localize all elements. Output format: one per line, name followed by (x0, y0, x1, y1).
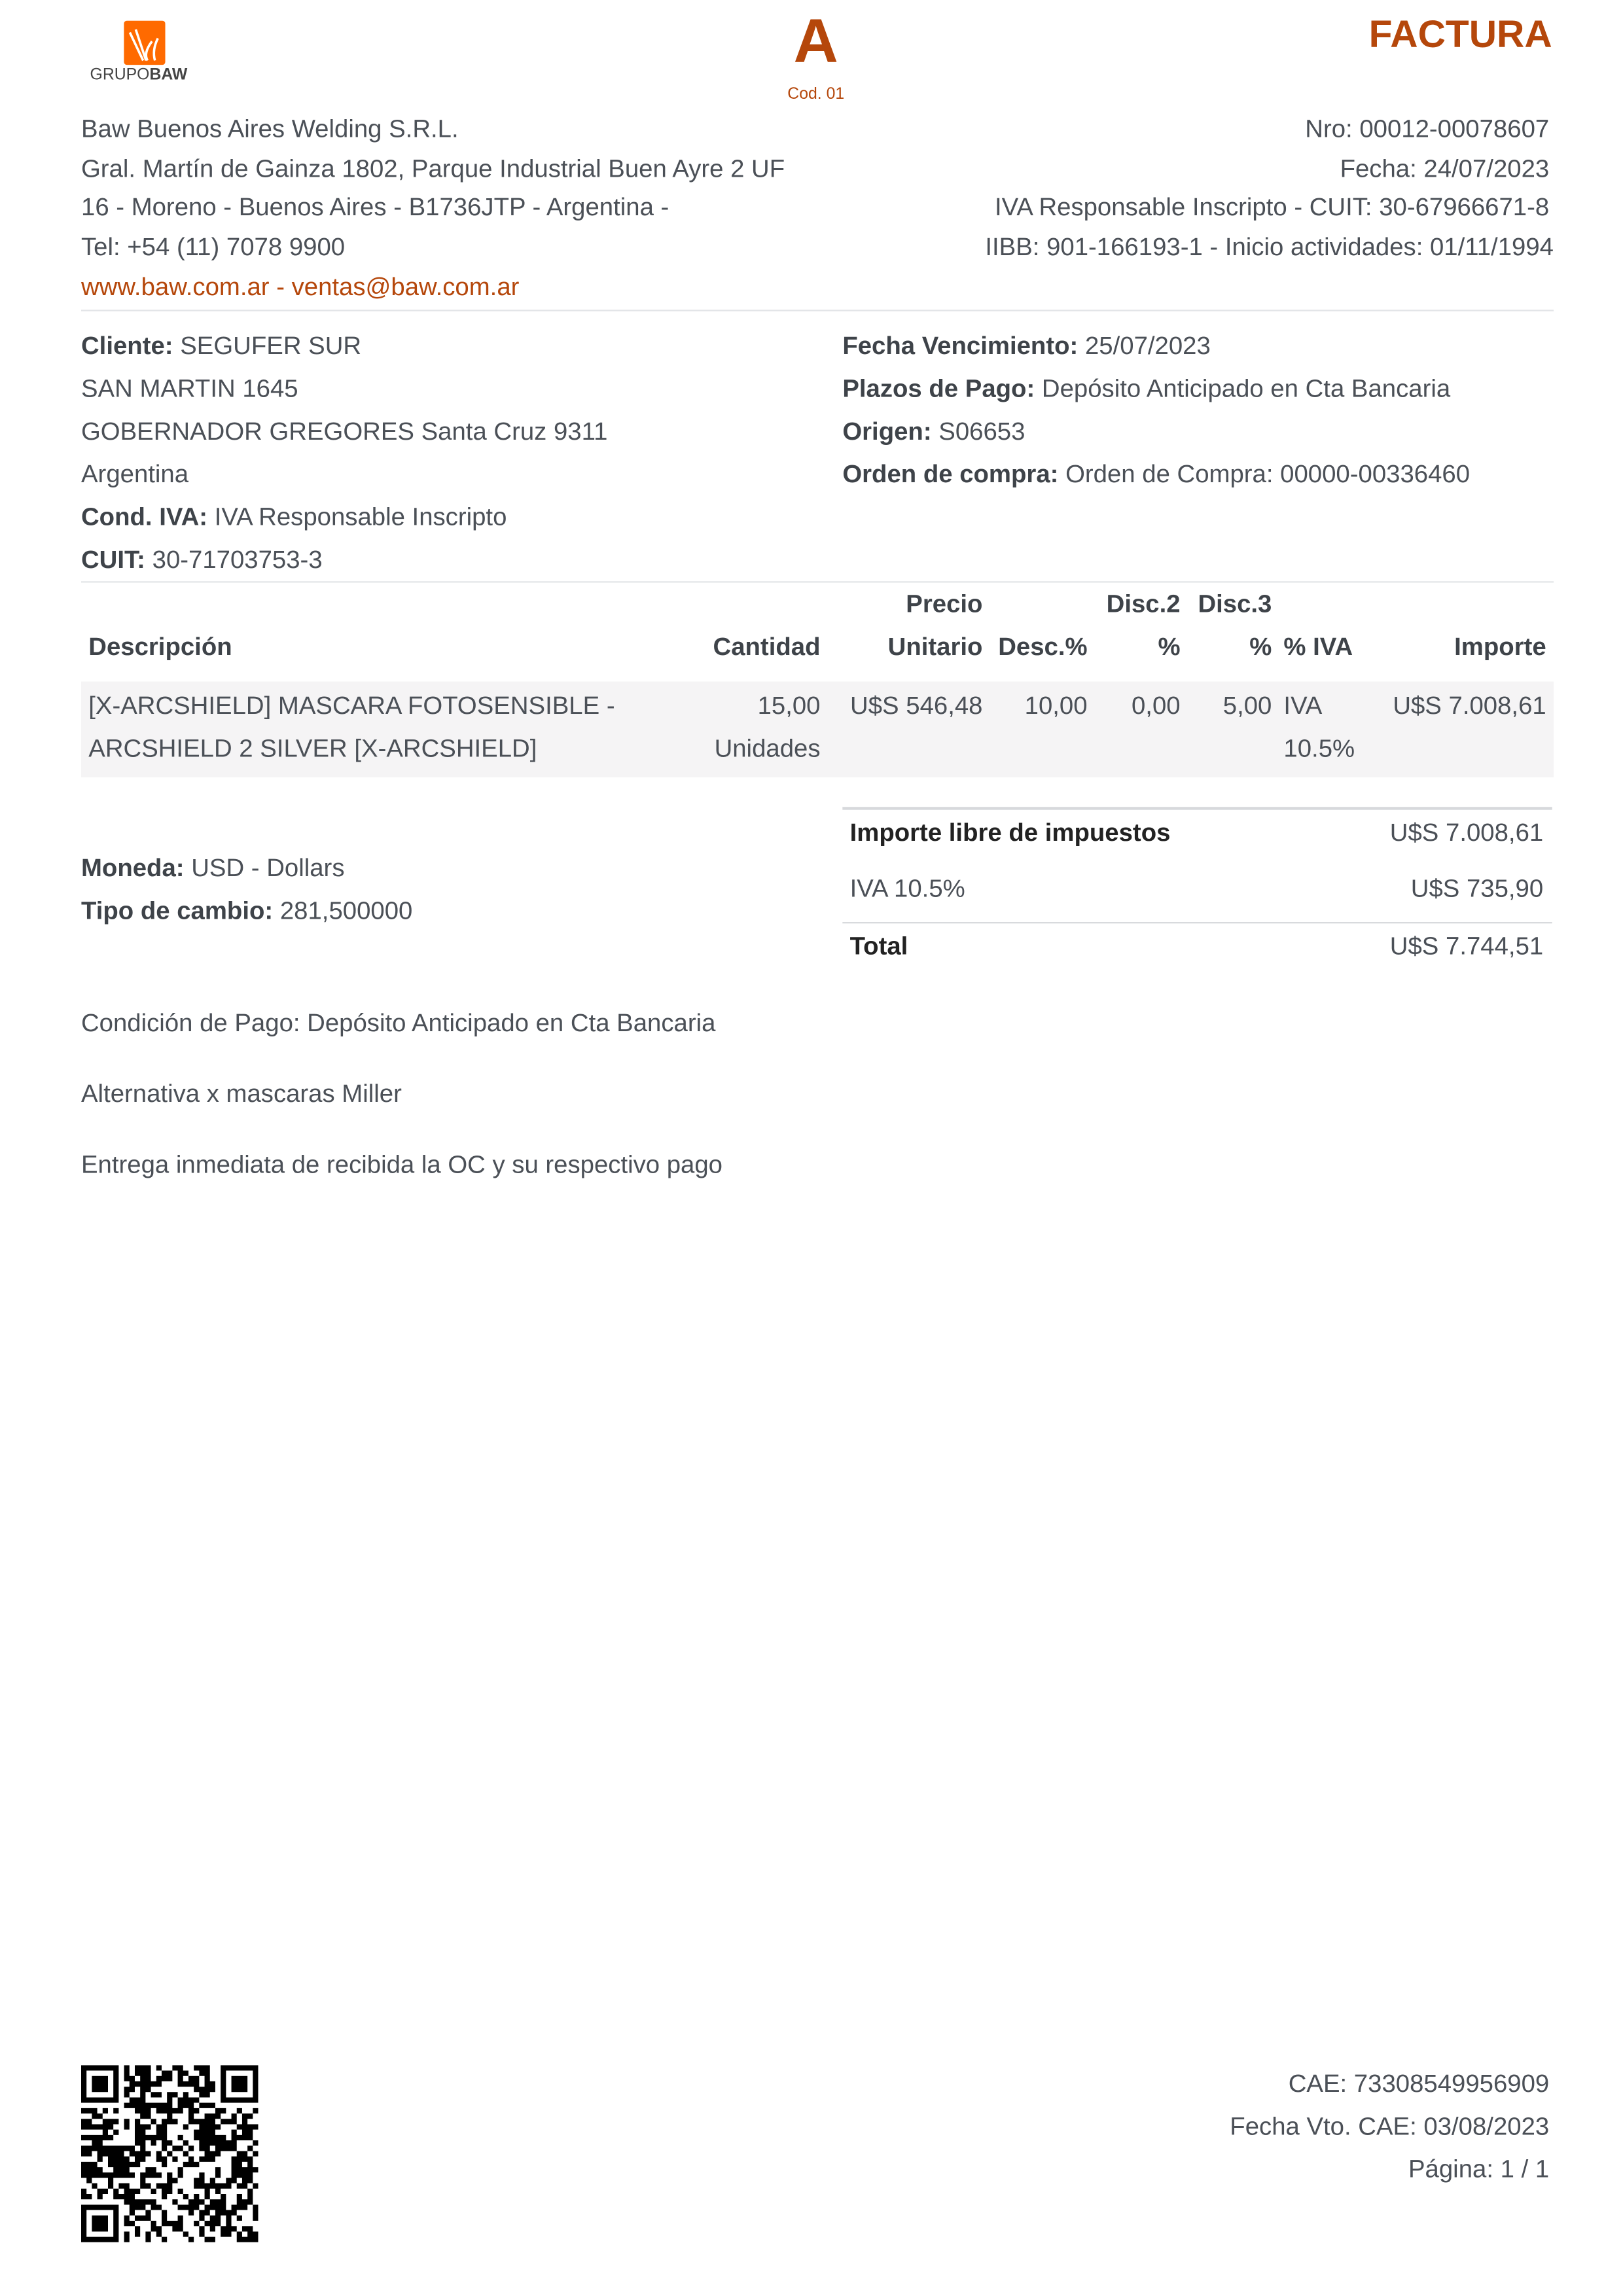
company-iibb: IIBB: 901-166193-1 - Inicio actividades: 01/11/1994 (985, 233, 1554, 262)
client-iva: Cond. IVA: IVA Responsable Inscripto (80, 503, 507, 531)
purchase-order: Orden de compra: Orden de Compra: 00000-00336460 (842, 460, 1471, 489)
total-label: Total (849, 932, 908, 961)
col-amount: Importe (1454, 633, 1546, 662)
item-discount: 10,00 (1024, 692, 1088, 720)
invoice-letter: A (793, 6, 838, 75)
item-quantity: 15,00 (757, 692, 821, 720)
col-price-2: Unitario (887, 633, 983, 662)
due-date: Fecha Vencimiento: 25/07/2023 (842, 332, 1211, 361)
col-disc3: Disc.3 (1198, 590, 1272, 618)
item-price: U$S 546,48 (850, 692, 983, 720)
item-description-2: ARCSHIELD 2 SILVER [X-ARCSHIELD] (88, 734, 537, 763)
item-amount: U$S 7.008,61 (1393, 692, 1546, 720)
invoice-number: Nro: 00012-00078607 (1305, 115, 1550, 143)
client-name: Cliente: SEGUFER SUR (80, 332, 362, 361)
company-name: Baw Buenos Aires Welding S.R.L. (80, 115, 459, 143)
item-description: [X-ARCSHIELD] MASCARA FOTOSENSIBLE - (88, 692, 615, 720)
col-quantity: Cantidad (713, 633, 821, 662)
logo-text-bold: BAW (149, 66, 188, 84)
subtotal-label: Importe libre de impuestos (849, 819, 1171, 847)
invoice-date: Fecha: 24/07/2023 (1340, 154, 1550, 183)
subtotal-value: U$S 7.008,61 (1389, 819, 1544, 847)
company-tax-id: IVA Responsable Inscripto - CUIT: 30-67966671-8 (994, 194, 1550, 222)
note-delivery: Entrega inmediata de recibida la OC y su respectivo pago (80, 1150, 723, 1179)
cae-due-date: Fecha Vto. CAE: 03/08/2023 (1230, 2112, 1550, 2141)
divider (81, 309, 1554, 311)
tax-label: IVA 10.5% (849, 874, 965, 903)
qr-code (81, 2065, 259, 2242)
doc-type-title: FACTURA (1368, 12, 1552, 56)
client-cuit: CUIT: 30-71703753-3 (80, 546, 323, 574)
client-city: GOBERNADOR GREGORES Santa Cruz 9311 (80, 417, 608, 446)
client-country: Argentina (80, 460, 189, 489)
origin: Origen: S06653 (842, 417, 1026, 446)
col-description: Descripción (88, 633, 232, 662)
page-number: Página: 1 / 1 (1408, 2155, 1550, 2183)
payment-terms: Plazos de Pago: Depósito Anticipado en Cta Bancaria (842, 374, 1451, 403)
company-address: Gral. Martín de Gainza 1802, Parque Industrial Buen Ayre 2 UF (80, 154, 785, 183)
currency: Moneda: USD - Dollars (80, 854, 345, 883)
col-iva: % IVA (1283, 633, 1353, 662)
exchange-rate: Tipo de cambio: 281,500000 (80, 896, 413, 925)
invoice-code: Cod. 01 (787, 85, 845, 103)
item-iva: IVA (1283, 692, 1323, 720)
col-price: Precio (906, 590, 983, 618)
total-value: U$S 7.744,51 (1389, 932, 1544, 961)
note-payment: Condición de Pago: Depósito Anticipado en Cta Bancaria (80, 1009, 716, 1037)
divider (81, 581, 1554, 582)
logo-mark-icon (122, 21, 167, 65)
item-disc3: 5,00 (1222, 692, 1272, 720)
note-alternative: Alternativa x mascaras Miller (80, 1080, 402, 1108)
item-iva-rate: 10.5% (1283, 734, 1355, 763)
item-unit: Unidades (714, 734, 821, 763)
col-disc2: Disc.2 (1106, 590, 1181, 618)
col-disc2-pct: % (1158, 633, 1181, 662)
company-phone: Tel: +54 (11) 7078 9900 (80, 233, 346, 262)
col-disc3-pct: % (1249, 633, 1272, 662)
tax-value: U$S 735,90 (1410, 874, 1544, 903)
col-discount: Desc.% (998, 633, 1088, 662)
logo-text: GRUPO (90, 66, 150, 84)
company-logo (81, 21, 199, 89)
cae-number: CAE: 73308549956909 (1288, 2070, 1550, 2098)
item-disc2: 0,00 (1131, 692, 1181, 720)
client-street: SAN MARTIN 1645 (80, 374, 298, 403)
company-web-link[interactable]: www.baw.com.ar - ventas@baw.com.ar (80, 272, 520, 301)
company-address-2: 16 - Moreno - Buenos Aires - B1736JTP - Argentina - (80, 194, 669, 222)
